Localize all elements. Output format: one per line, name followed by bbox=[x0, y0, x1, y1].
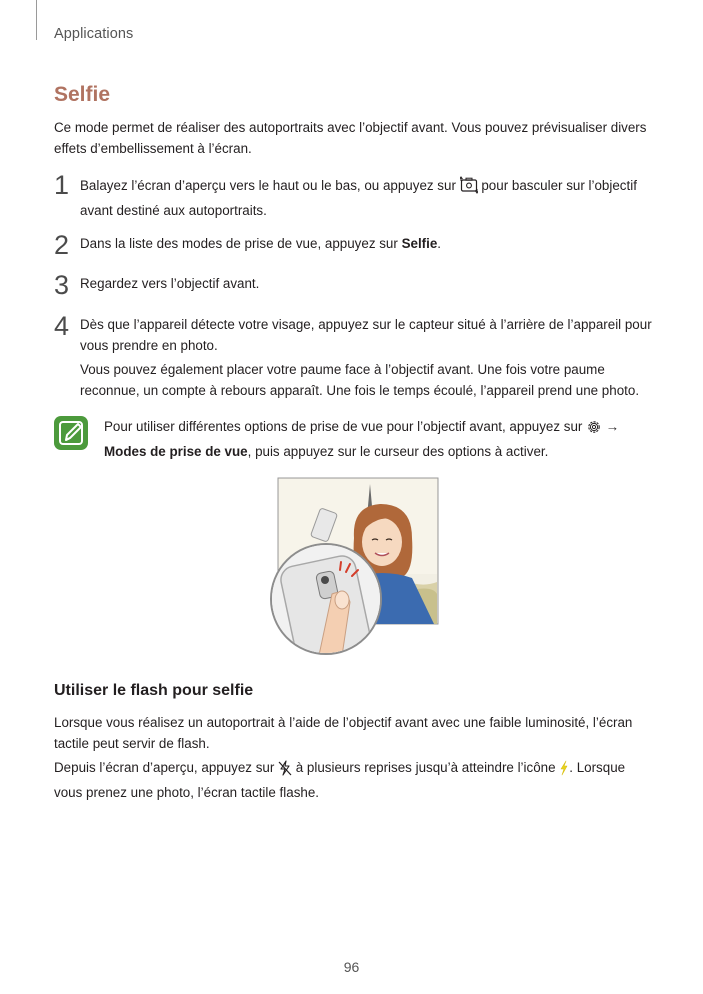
flash-on-icon bbox=[559, 760, 569, 782]
step-text: Regardez vers l’objectif avant. bbox=[80, 276, 260, 291]
para-text-part: à plusieurs reprises jusqu’à atteindre l’icône bbox=[292, 760, 560, 775]
step-text bbox=[80, 175, 655, 221]
flash-off-icon bbox=[278, 760, 292, 782]
subsection-para-2 bbox=[54, 757, 654, 803]
note-pen-icon bbox=[54, 416, 88, 450]
shooting-modes-label: Modes de prise de vue bbox=[104, 444, 248, 459]
step-text-part: . bbox=[437, 236, 442, 251]
note-text bbox=[104, 416, 654, 462]
step-number: 3 bbox=[54, 270, 70, 300]
running-head: Applications bbox=[54, 26, 134, 42]
switch-camera-icon bbox=[460, 176, 478, 200]
step-text-part: pour basculer sur l’objectif avant destiné aux autoportraits. bbox=[80, 178, 637, 218]
section-title: Selfie bbox=[54, 83, 111, 106]
gear-icon bbox=[586, 419, 602, 441]
section-intro: Ce mode permet de réaliser des autoportraits avec l’objectif avant. Vous pouvez prévisualiser divers effets d’embellissement à l’écran. bbox=[54, 120, 647, 156]
step-text-part: Dans la liste des modes de prise de vue, appuyez sur bbox=[80, 236, 402, 251]
para-text-part: Depuis l’écran d’aperçu, appuyez sur bbox=[54, 760, 279, 775]
note-text-part: Pour utiliser différentes options de prise de vue pour l’objectif avant, appuyez sur bbox=[104, 419, 587, 434]
note-text-part: , puis appuyez sur le curseur des options à activer. bbox=[247, 444, 549, 459]
step-number: 4 bbox=[54, 311, 70, 341]
arrow-icon: → bbox=[602, 419, 620, 434]
subsection-title: Utiliser le flash pour selfie bbox=[54, 682, 254, 699]
step-number: 1 bbox=[54, 170, 70, 200]
para-text-part: . Lorsque vous prenez une photo, l’écran tactile flashe. bbox=[54, 760, 626, 800]
selfie-mode-label: Selfie bbox=[401, 236, 438, 251]
page-number: 96 bbox=[343, 959, 360, 975]
selfie-illustration bbox=[262, 476, 442, 656]
subsection-para-1: Lorsque vous réalisez un autoportrait à l’aide de l’objectif avant avec une faible luminosité, l’écran tactile peut servir de flash. bbox=[54, 715, 633, 751]
step-text bbox=[80, 233, 655, 254]
step-text: Dès que l’appareil détecte votre visage, appuyez sur le capteur situé à l’arrière de l’appareil pour vous prendre en photo. bbox=[80, 317, 652, 353]
step-number: 2 bbox=[54, 230, 70, 260]
step-extra-text: Vous pouvez également placer votre paume face à l’objectif avant. Une fois votre paume reconnue, un compte à rebours apparaît. Une fois le temps écoulé, l’appareil prend une photo. bbox=[80, 362, 640, 398]
margin-rule bbox=[36, 0, 37, 40]
note-box bbox=[54, 416, 654, 460]
step-text-part: Balayez l’écran d’aperçu vers le haut ou le bas, ou appuyez sur bbox=[80, 178, 460, 193]
